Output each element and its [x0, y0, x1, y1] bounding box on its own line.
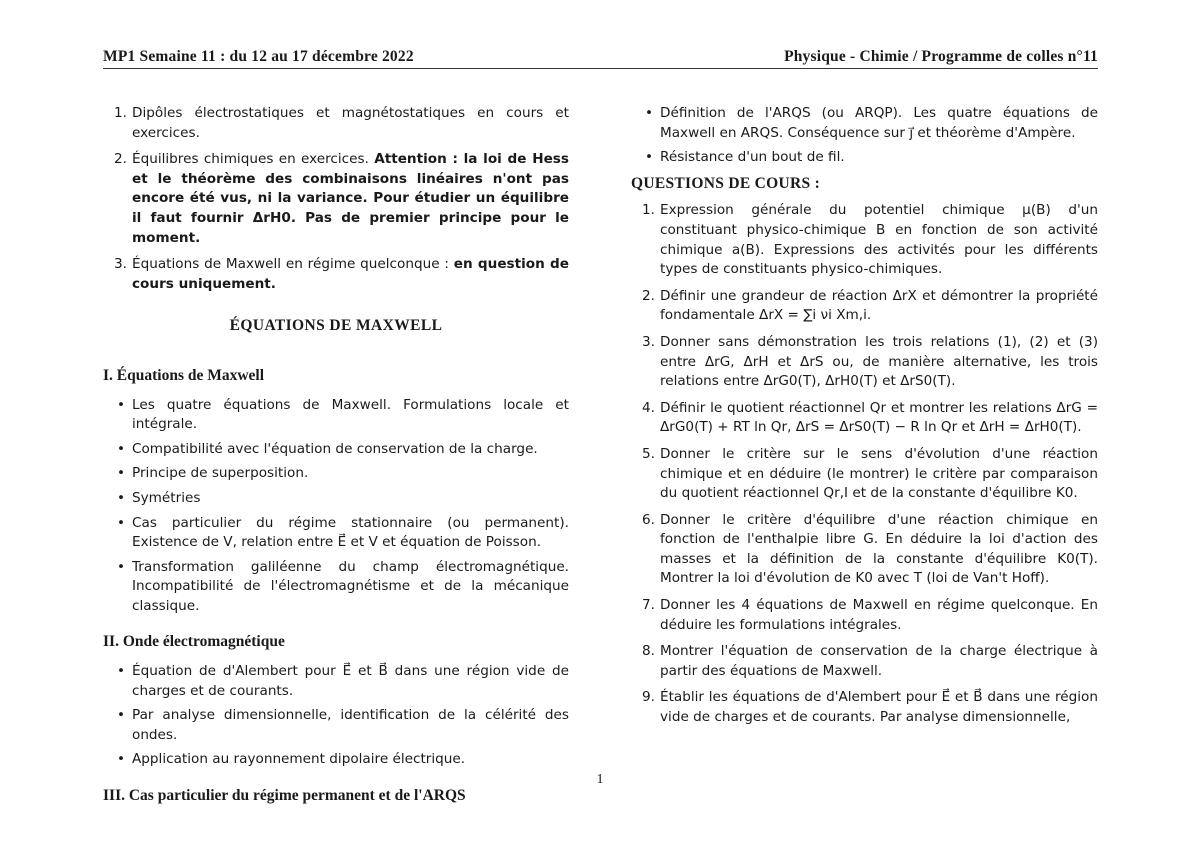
header-right: Physique - Chimie / Programme de colles n°11	[784, 48, 1098, 65]
list-item: 4. Définir le quotient réactionnel Qr et montrer les relations ΔrG = ΔrG0(T) + RT ln Qr, ΔrS = ΔrS0(T) − R ln Qr et ΔrH = ΔrH0(T).	[642, 399, 1098, 436]
left-column	[103, 104, 569, 816]
list-item: 8. Montrer l'équation de conservation de la charge électrique à partir des équations de Maxwell.	[642, 643, 1098, 679]
page-header	[103, 46, 1098, 69]
header-left: MP1 Semaine 11 : du 12 au 17 décembre 2022	[103, 48, 414, 65]
list-item: • Équation de d'Alembert pour E⃗ et B⃗ dans une région vide de charges et de courants.	[103, 662, 569, 701]
list-item: • Les quatre équations de Maxwell. Formulations locale et intégrale.	[103, 396, 569, 435]
page-number: 1	[596, 772, 604, 787]
main-title: ÉQUATIONS DE MAXWELL	[229, 317, 443, 335]
list-item: 1. Dipôles électrostatiques et magnétostatiques en cours et exercices.	[114, 105, 569, 141]
list-item: 7. Donner les 4 équations de Maxwell en régime quelconque. En déduire les formulations intégrales.	[642, 597, 1098, 633]
right-column	[631, 104, 1098, 735]
list-item: • Application au rayonnement dipolaire électrique.	[103, 750, 569, 770]
list-item: 3. Donner sans démonstration les trois relations (1), (2) et (3) entre ΔrG, ΔrH et ΔrS ou, de manière alternative, les trois relations entre ΔrG0(T), ΔrH0(T) et ΔrS0(T).	[642, 333, 1098, 390]
list-item: 2. Définir une grandeur de réaction ΔrX et démontrer la propriété fondamentale ΔrX = ∑i νi Xm,i.	[642, 287, 1098, 324]
list-item: 2. Équilibres chimiques en exercices. Attention : la loi de Hess et le théorème des combinaisons linéaires n'ont pas encore été vus, ni la variance. Pour étudier un équilibre il faut fournir ΔrH0. Pas de premier principe pour le moment.	[114, 151, 569, 246]
section1-list	[103, 396, 569, 617]
list-item: • Cas particulier du régime stationnaire (ou permanent). Existence de V, relation entre E⃗ et V et équation de Poisson.	[103, 514, 569, 553]
questions-list	[631, 201, 1098, 727]
list-item: 6. Donner le critère d'équilibre d'une réaction chimique en fonction de l'enthalpie libre G. En déduire la loi d'action des masses et la définition de la constante d'équilibre K0(T). Montrer la loi d'évolution de K0 avec T (loi de Van't Hoff).	[642, 511, 1098, 587]
arqs-list	[631, 104, 1098, 168]
list-item: 5. Donner le critère sur le sens d'évolution d'une réaction chimique et en déduire (le montrer) le critère par comparaison du quotient réactionnel Qr,I et de la constante d'équilibre K0.	[642, 445, 1098, 502]
section-heading: III. Cas particulier du régime permanent et de l'ARQS	[103, 787, 466, 805]
section2-list	[103, 662, 569, 770]
list-item: 1. Expression générale du potentiel chimique μ(B) d'un constituant physico-chimique B en fonction de son activité chimique a(B). Expressions des activités pour les différents types de constituants physico-chimiques.	[642, 202, 1098, 278]
list-item: • Principe de superposition.	[103, 464, 569, 484]
section-heading: II. Onde électromagnétique	[103, 633, 285, 651]
list-item: • Transformation galiléenne du champ électromagnétique. Incompatibilité de l'électromagnétisme et de la mécanique classique.	[103, 558, 569, 617]
intro-list	[103, 104, 569, 294]
section-heading: I. Équations de Maxwell	[103, 366, 265, 384]
list-item: 3. Équations de Maxwell en régime quelconque : en question de cours uniquement.	[114, 256, 569, 292]
list-item: • Par analyse dimensionnelle, identification de la célérité des ondes.	[103, 706, 569, 745]
list-item: 9. Établir les équations de d'Alembert pour E⃗ et B⃗ dans une région vide de charges et de courants. Par analyse dimensionnelle,	[642, 689, 1098, 726]
list-item: • Compatibilité avec l'équation de conservation de la charge.	[103, 440, 569, 460]
list-item: • Définition de l'ARQS (ou ARQP). Les quatre équations de Maxwell en ARQS. Conséquence sur j⃗ et théorème d'Ampère.	[631, 104, 1098, 143]
list-item: • Résistance d'un bout de fil.	[631, 148, 1098, 168]
list-item: • Symétries	[103, 489, 569, 509]
questions-title: QUESTIONS DE COURS :	[631, 174, 821, 192]
